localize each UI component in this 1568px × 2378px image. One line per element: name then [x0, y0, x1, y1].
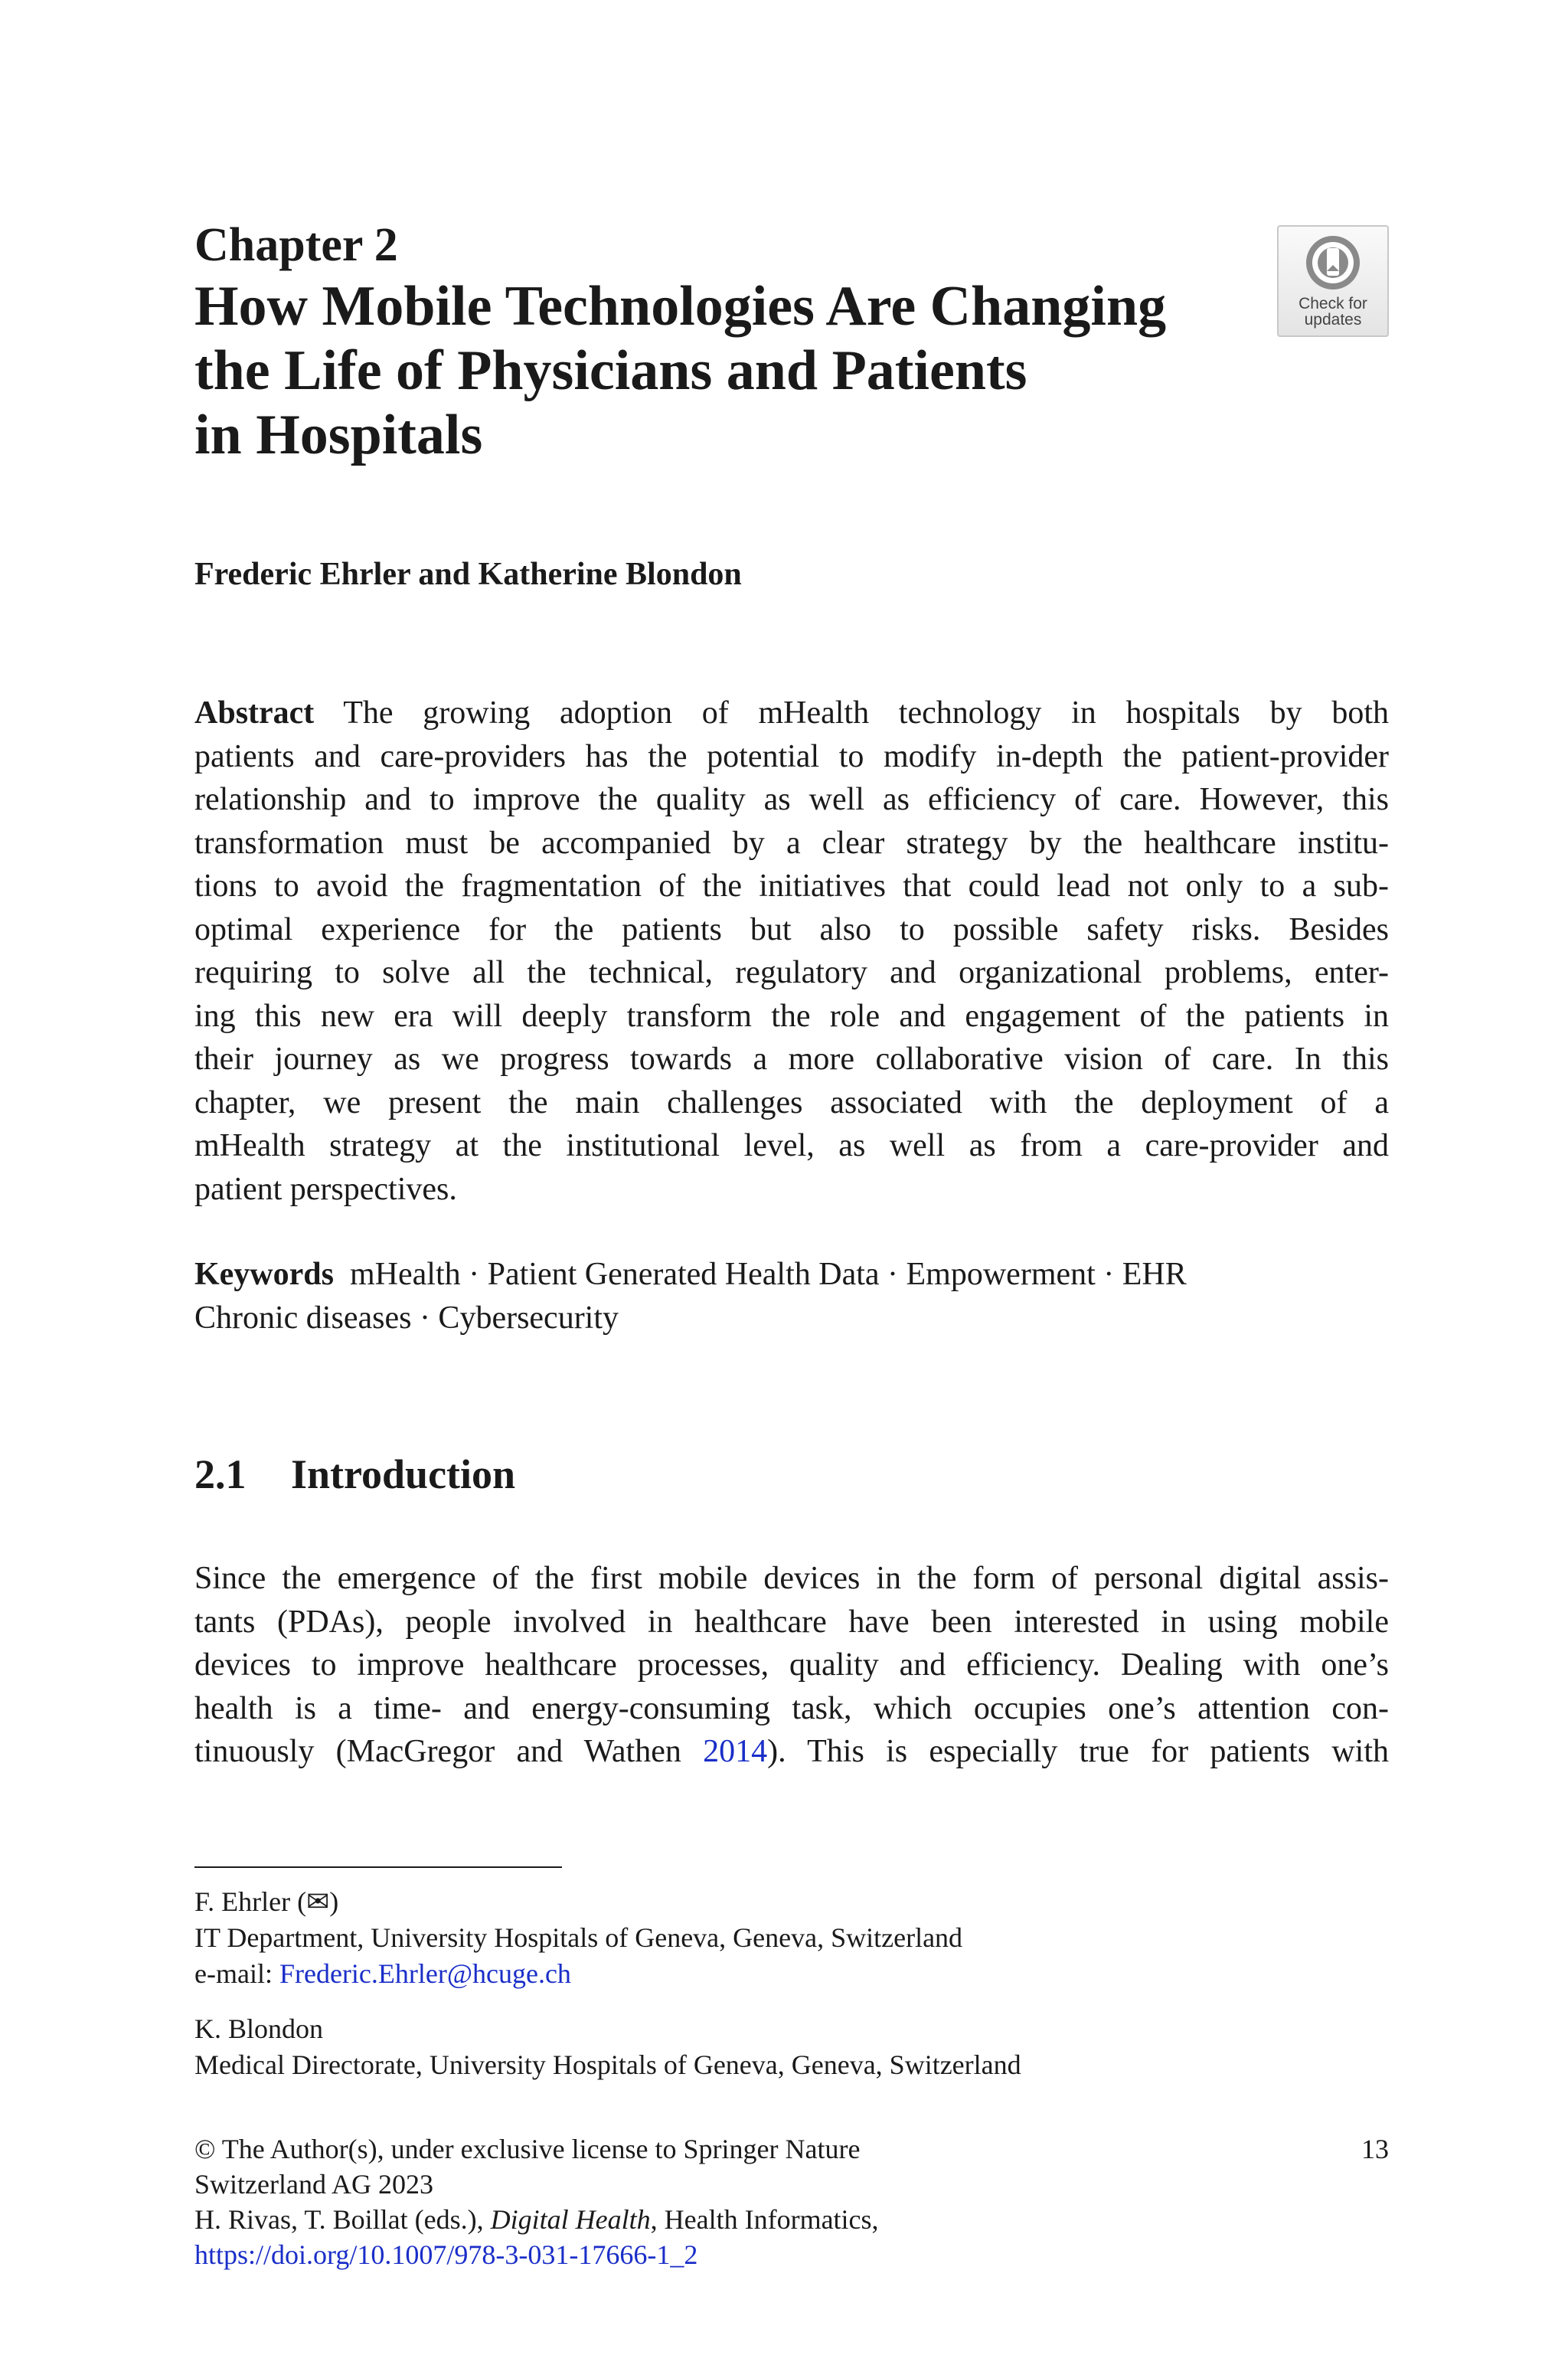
abstract-line: their journey as we progress towards a more collaborative vision of care. In this — [194, 1042, 1389, 1077]
copyright-block — [194, 2131, 879, 2272]
author2-name: K. Blondon — [194, 2013, 324, 2044]
intro-line: Since the emergence of the first mobile devices in the form of personal digital assis- — [194, 1561, 1389, 1596]
abstract-text: The growing adoption of mHealth technology in hospitals by both — [343, 695, 1390, 731]
author2-affiliation: Medical Directorate, University Hospitals of Geneva, Geneva, Switzerland — [194, 2049, 1021, 2080]
chapter-title — [194, 274, 1251, 467]
abstract-line: transformation must be accompanied by a clear strategy by the healthcare institu- — [194, 825, 1389, 861]
abstract-line: relationship and to improve the quality as well as efficiency of care. However, this — [194, 782, 1389, 817]
chapter-title-line: How Mobile Technologies Are Changing — [194, 275, 1167, 338]
abstract — [194, 692, 1389, 1211]
author1-footnote — [194, 1884, 962, 1992]
copyright-line: © The Author(s), under exclusive license to Springer Nature — [194, 2134, 861, 2164]
keywords-text: mHealth · Patient Generated Health Data · Empowerment · EHR — [350, 1257, 1187, 1292]
keywords-line: Chronic diseases · Cybersecurity — [194, 1300, 619, 1336]
chapter-title-line: the Life of Physicians and Patients — [194, 339, 1027, 402]
abstract-line: optimal experience for the patients but also to possible safety risks. Besides — [194, 911, 1389, 947]
footnote-divider — [194, 1866, 562, 1868]
check-for-updates-text: updates — [1304, 311, 1362, 329]
chapter-title-line: in Hospitals — [194, 404, 483, 466]
intro-line — [194, 1730, 1389, 1774]
email-link[interactable]: Frederic.Ehrler@hcuge.ch — [279, 1958, 571, 1989]
abstract-line: requiring to solve all the technical, regulatory and organizational problems, enter- — [194, 955, 1389, 990]
intro-line: devices to improve healthcare processes, quality and efficiency. Dealing with one’s — [194, 1647, 1389, 1683]
citation-link[interactable]: 2014 — [703, 1734, 768, 1769]
check-for-updates-text: Check for — [1298, 295, 1367, 312]
editors: H. Rivas, T. Boillat (eds.), — [194, 2204, 491, 2235]
intro-text: tinuously (MacGregor and Wathen — [194, 1734, 704, 1769]
author1-name-line — [194, 1884, 962, 1920]
intro-text: ). This is especially true for patients with — [767, 1734, 1389, 1769]
intro-paragraph — [194, 1557, 1389, 1774]
keywords-label: Keywords — [194, 1257, 334, 1292]
chapter-label: Chapter 2 — [194, 219, 398, 271]
doi-link[interactable]: https://doi.org/10.1007/978-3-031-17666-1_2 — [194, 2239, 698, 2270]
abstract-line: patients and care-providers has the potential to modify in-depth the patient-provider — [194, 738, 1389, 774]
abstract-label: Abstract — [194, 695, 315, 731]
keywords — [194, 1253, 1389, 1339]
abstract-line: chapter, we present the main challenges associated with the deployment of a — [194, 1084, 1389, 1120]
check-for-updates-badge[interactable] — [1277, 225, 1389, 337]
book-title: Digital Health — [490, 2204, 651, 2235]
section-heading — [194, 1447, 515, 1501]
intro-line: tants (PDAs), people involved in healthcare have been interested in using mobile — [194, 1604, 1389, 1640]
author2-footnote — [194, 2011, 1021, 2083]
intro-line: health is a time- and energy-consuming task, which occupies one’s attention con- — [194, 1690, 1389, 1726]
check-for-updates-icon — [1303, 233, 1363, 293]
section-title: Introduction — [291, 1451, 516, 1497]
citation-line — [194, 2202, 879, 2237]
author1-email-line — [194, 1956, 962, 1992]
abstract-line — [194, 692, 1389, 735]
envelope-icon: ✉ — [306, 1886, 330, 1917]
author1-name: F. Ehrler ( — [194, 1886, 307, 1917]
doi-line — [194, 2237, 879, 2272]
section-number: 2.1 — [194, 1451, 247, 1497]
authors: Frederic Ehrler and Katherine Blondon — [194, 557, 742, 592]
abstract-line: mHealth strategy at the institutional level, as well as from a care-provider and — [194, 1128, 1389, 1163]
series: , Health Informatics, — [650, 2204, 879, 2235]
email-label: e-mail: — [194, 1958, 279, 1989]
abstract-line: ing this new era will deeply transform the role and engagement of the patients in — [194, 998, 1389, 1034]
copyright-line: Switzerland AG 2023 — [194, 2169, 433, 2200]
author1-affiliation: IT Department, University Hospitals of Geneva, Geneva, Switzerland — [194, 1922, 963, 1953]
abstract-line: tions to avoid the fragmentation of the initiatives that could lead not only to a sub- — [194, 868, 1389, 904]
abstract-line: patient perspectives. — [194, 1171, 457, 1207]
page-number: 13 — [1361, 2134, 1389, 2164]
keywords-line — [194, 1253, 1389, 1297]
author1-name-close: ) — [329, 1886, 339, 1917]
